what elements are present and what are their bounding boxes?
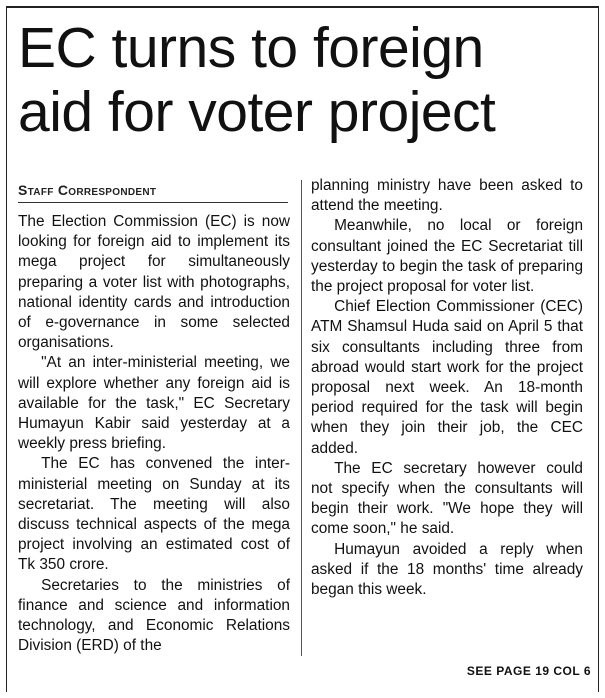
paragraph: "At an inter-ministerial meeting, we will explore whether any foreign aid is available for the task," EC Secretary Humayun Kabir said yesterday at a weekly press briefing. (18, 354, 290, 453)
paragraph: planning ministry have been asked to attend the meeting. (311, 177, 583, 215)
paragraph: Secretaries to the ministries of finance and science and information technology, and Economic Relations Division (ERD) of the (18, 576, 290, 655)
headline (18, 16, 593, 144)
paragraph: Humayun avoided a reply when asked if the 18 months' time already began this week. (311, 540, 583, 599)
paragraph: Meanwhile, no local or foreign consultant joined the EC Secretariat till yesterday to begin the task of preparing the project proposal for voter list. (311, 217, 583, 296)
column-2 (311, 176, 583, 600)
byline-rule (18, 202, 288, 203)
paragraph: Chief Election Commissioner (CEC) ATM Shamsul Huda said on April 5 that six consultants including three from abroad would start work for the project proposal next week. An 18-month period required for the task will begin when they join their job, the CEC added. (311, 298, 583, 457)
headline-line-1: EC turns to foreign (18, 16, 484, 80)
paragraph: The EC secretary however could not specify when the consultants will begin their work. "We hope they will come soon," he said. (311, 459, 583, 538)
column-divider (301, 180, 302, 656)
continuation-note: SEE PAGE 19 COL 6 (466, 664, 591, 678)
byline: Staff Correspondent (18, 182, 157, 198)
paragraph: The EC has convened the inter-ministerial meeting on Sunday at its secretariat. The meeting will also discuss technical aspects of the mega project involving an estimated cost of Tk 350 crore. (18, 455, 290, 574)
column-1 (18, 212, 290, 656)
paragraph: The Election Commission (EC) is now looking for foreign aid to implement its mega project for simultaneously preparing a voter list with photographs, national identity cards and introduction of e-governance in some selected organisations. (18, 213, 290, 352)
headline-line-2: aid for voter project (18, 80, 496, 144)
